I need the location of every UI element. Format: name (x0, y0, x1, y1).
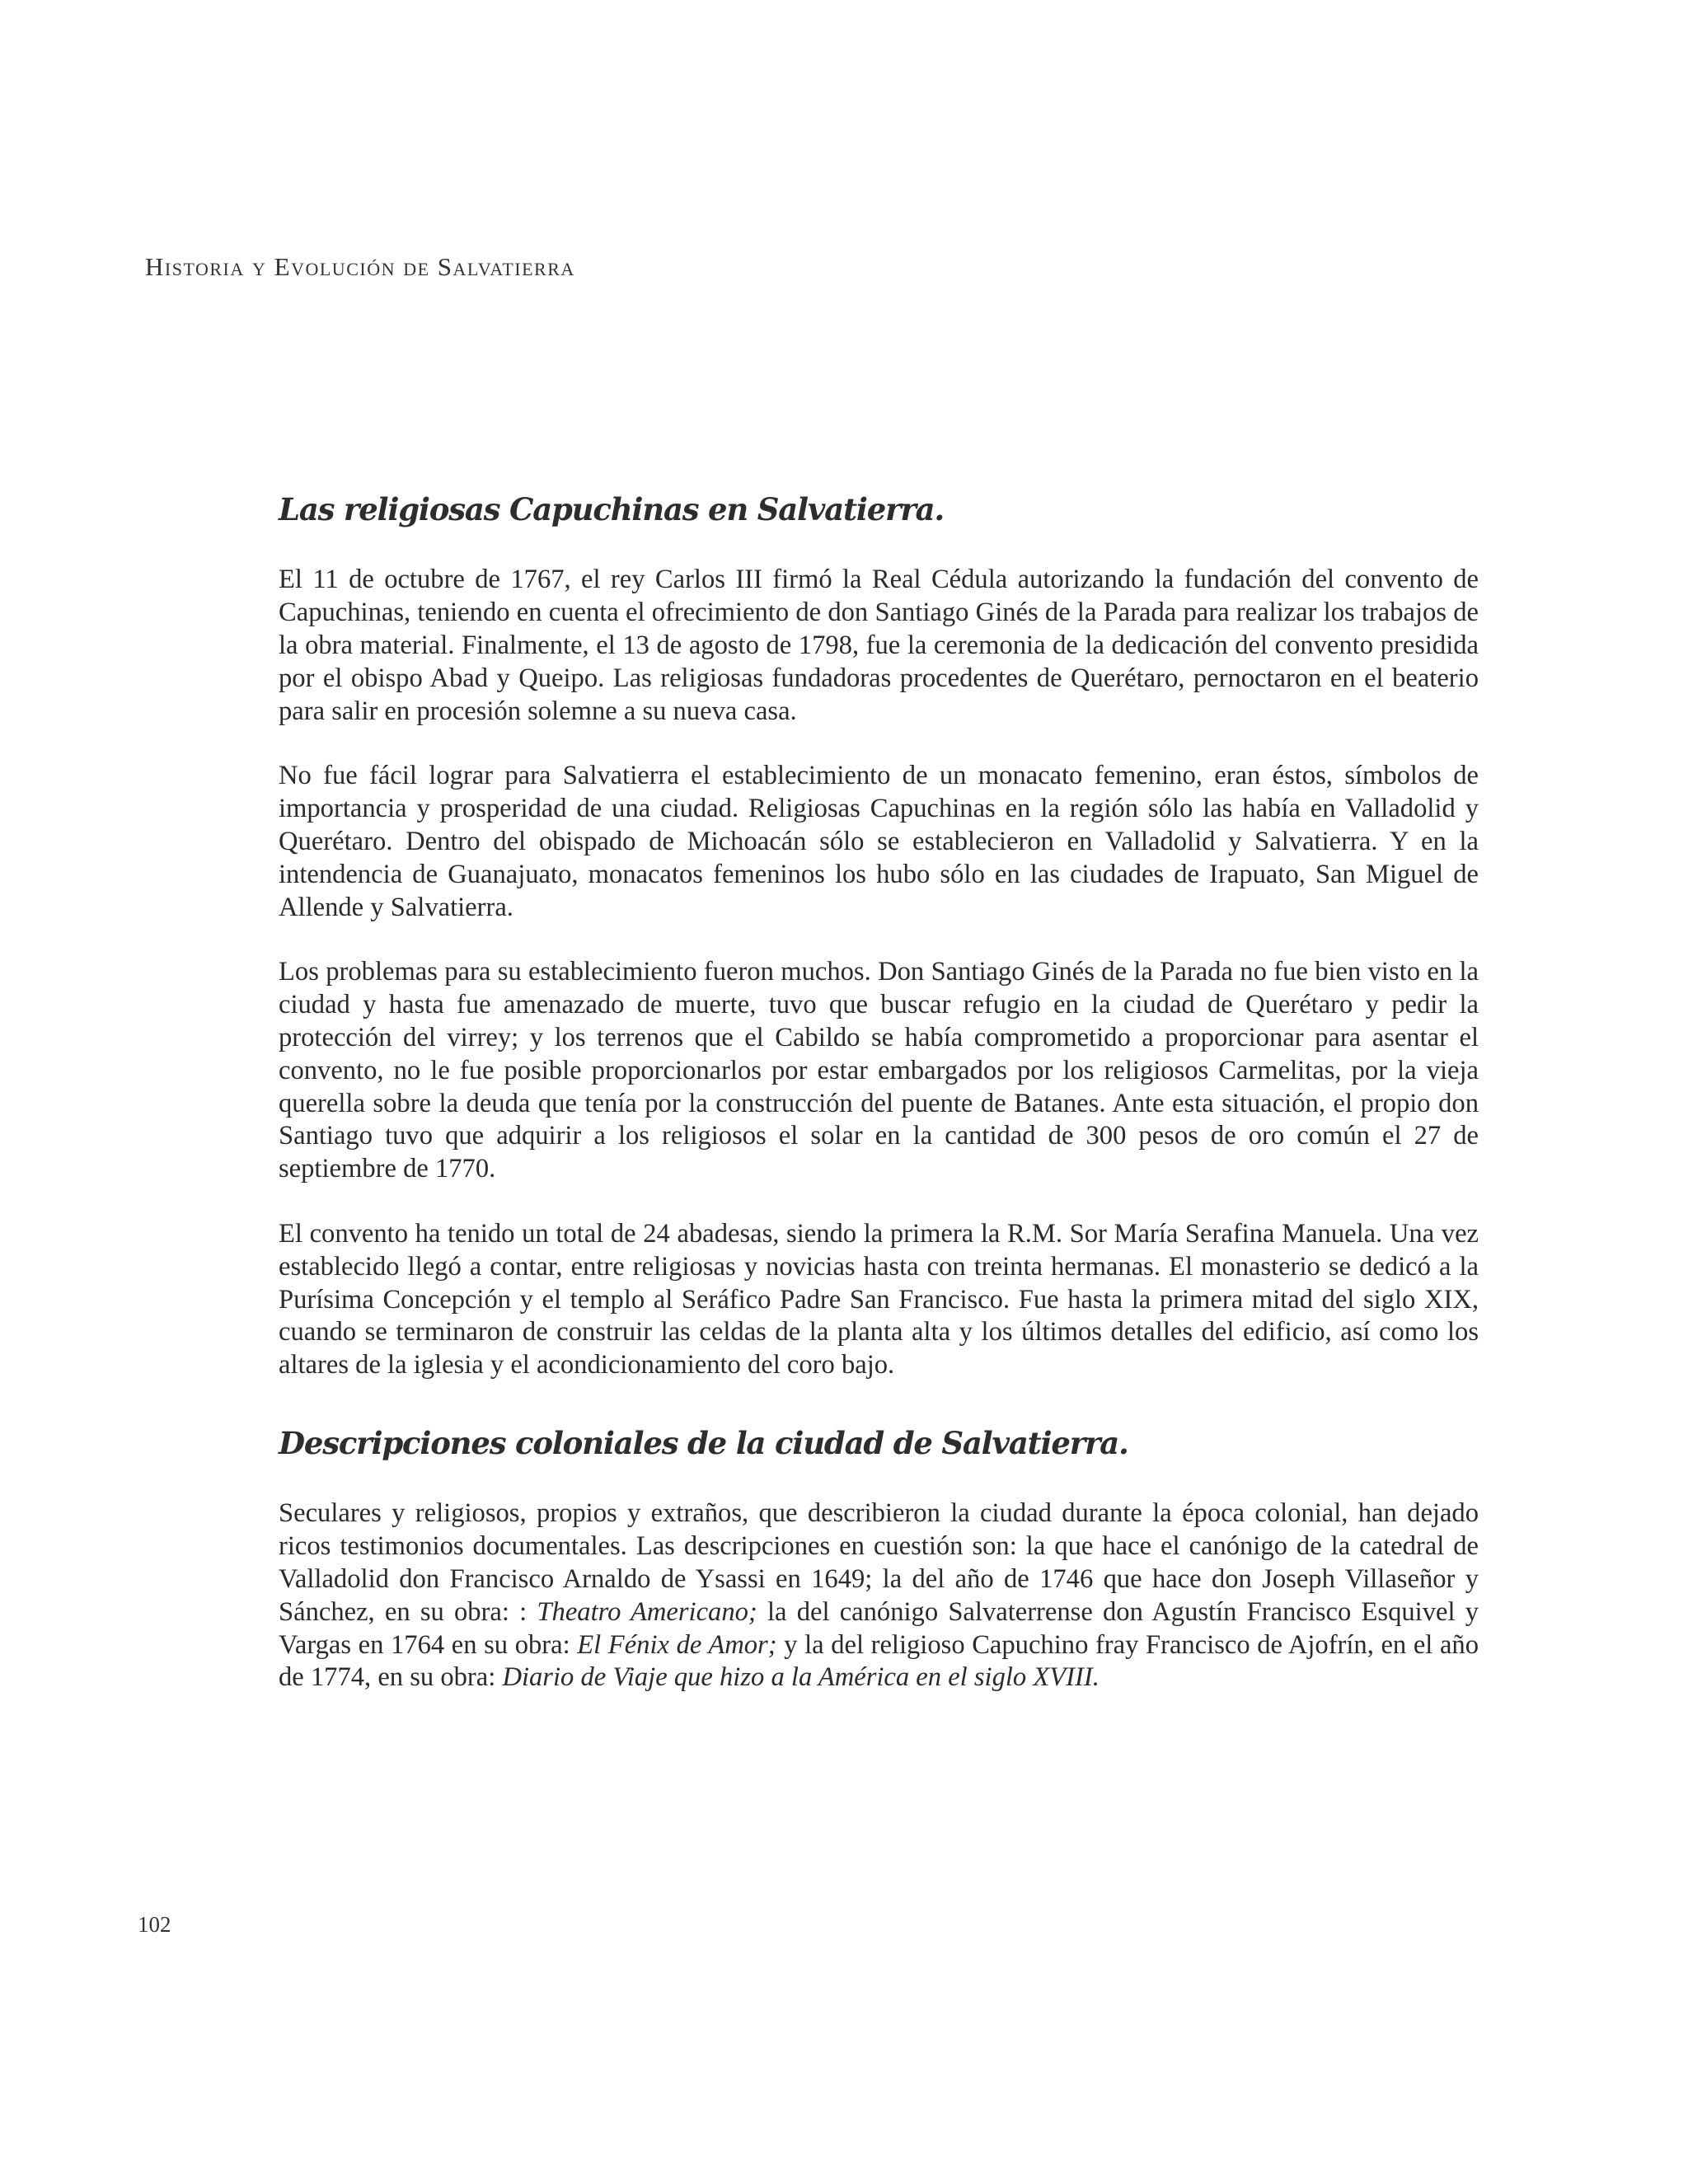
work-title-fenix-de-amor: El Fénix de Amor; (577, 1629, 777, 1660)
paragraph-text: la del canónigo Salvaterrense don Agustín Francisco Esquivel y Vargas en 1764 en su obra: (279, 1596, 1479, 1660)
section-title-capuchinas: Las religiosas Capuchinas en Salvatierra. (279, 491, 945, 527)
running-header: Historia y Evolución de Salvatierra (145, 252, 575, 281)
paragraph: Los problemas para su establecimiento fueron muchos. Don Santiago Ginés de la Parada no fue bien visto en la ciudad y hasta fue amenazado de muerte, tuvo que buscar refugio en la ciudad de Querétaro y pedir la protección del virrey; y los terrenos que el Cabildo se había comprometido a proporcionar para asentar el convento, no le fue posible proporcionarlos por estar embargados por los religiosos Carmelitas, por la vieja querella sobre la deuda que tenía por la construcción del puente de Batanes. Ante esta situación, el propio don Santiago tuvo que adquirir a los religiosos el solar en la cantidad de 300 pesos de oro común el 27 de septiembre de 1770. (279, 957, 1479, 1184)
work-title-diario-de-viaje: Diario de Viaje que hizo a la América en el siglo XVIII. (502, 1662, 1100, 1693)
main-content (279, 491, 1479, 1727)
paragraph: No fue fácil lograr para Salvatierra el establecimiento de un monacato femenino, eran éstos, símbolos de importancia y prosperidad de una ciudad. Religiosas Capuchinas en la región sólo las había en Valladolid y Querétaro. Dentro del obispado de Michoacán sólo se establecieron en Valladolid y Salvatierra. Y en la intendencia de Guanajuato, monacatos femeninos los hubo sólo en las ciudades de Irapuato, San Miguel de Allende y Salvatierra. (279, 761, 1479, 922)
section-title-descripciones: Descripciones coloniales de la ciudad de Salvatierra. (279, 1424, 1128, 1461)
paragraph: El convento ha tenido un total de 24 abadesas, siendo la primera la R.M. Sor María Serafina Manuela. Una vez establecido llegó a contar, entre religiosas y novicias hasta con treinta hermanas. El monasterio se dedicó a la Purísima Concepción y el templo al Seráfico Padre San Francisco. Fue hasta la primera mitad del siglo XIX, cuando se terminaron de construir las celdas de la planta alta y los últimos detalles del edificio, así como los altares de la iglesia y el acondicionamiento del coro bajo. (279, 1218, 1479, 1380)
paragraph: El 11 de octubre de 1767, el rey Carlos III firmó la Real Cédula autorizando la fundación del convento de Capuchinas, teniendo en cuenta el ofrecimiento de don Santiago Ginés de la Parada para realizar los trabajos de la obra material. Finalmente, el 13 de agosto de 1798, fue la ceremonia de la dedicación del convento presidida por el obispo Abad y Queipo. Las religiosas fundadoras procedentes de Querétaro, pernoctaron en el beaterio para salir en procesión solemne a su nueva casa. (279, 565, 1479, 726)
paragraph-descripciones (279, 1497, 1479, 1694)
paragraph-text: Seculares y religiosos, propios y extraños, que describieron la ciudad durante la época colonial, han dejado ricos testimonios documentales. Las descripciones en cuestión son: la que hace el canónigo de la catedral de Valladolid don Francisco Arnaldo de Ysassi en 1649; la del año de 1746 que hace don Joseph Villaseñor y Sánchez, en su obra: : (279, 1498, 1479, 1627)
paragraph-text: y la del religioso Capuchino fray Francisco de Ajofrín, en el año de 1774, en su obra: (279, 1629, 1479, 1693)
work-title-theatro-americano: Theatro Americano; (537, 1596, 757, 1627)
page-number: 102 (138, 1912, 171, 1937)
